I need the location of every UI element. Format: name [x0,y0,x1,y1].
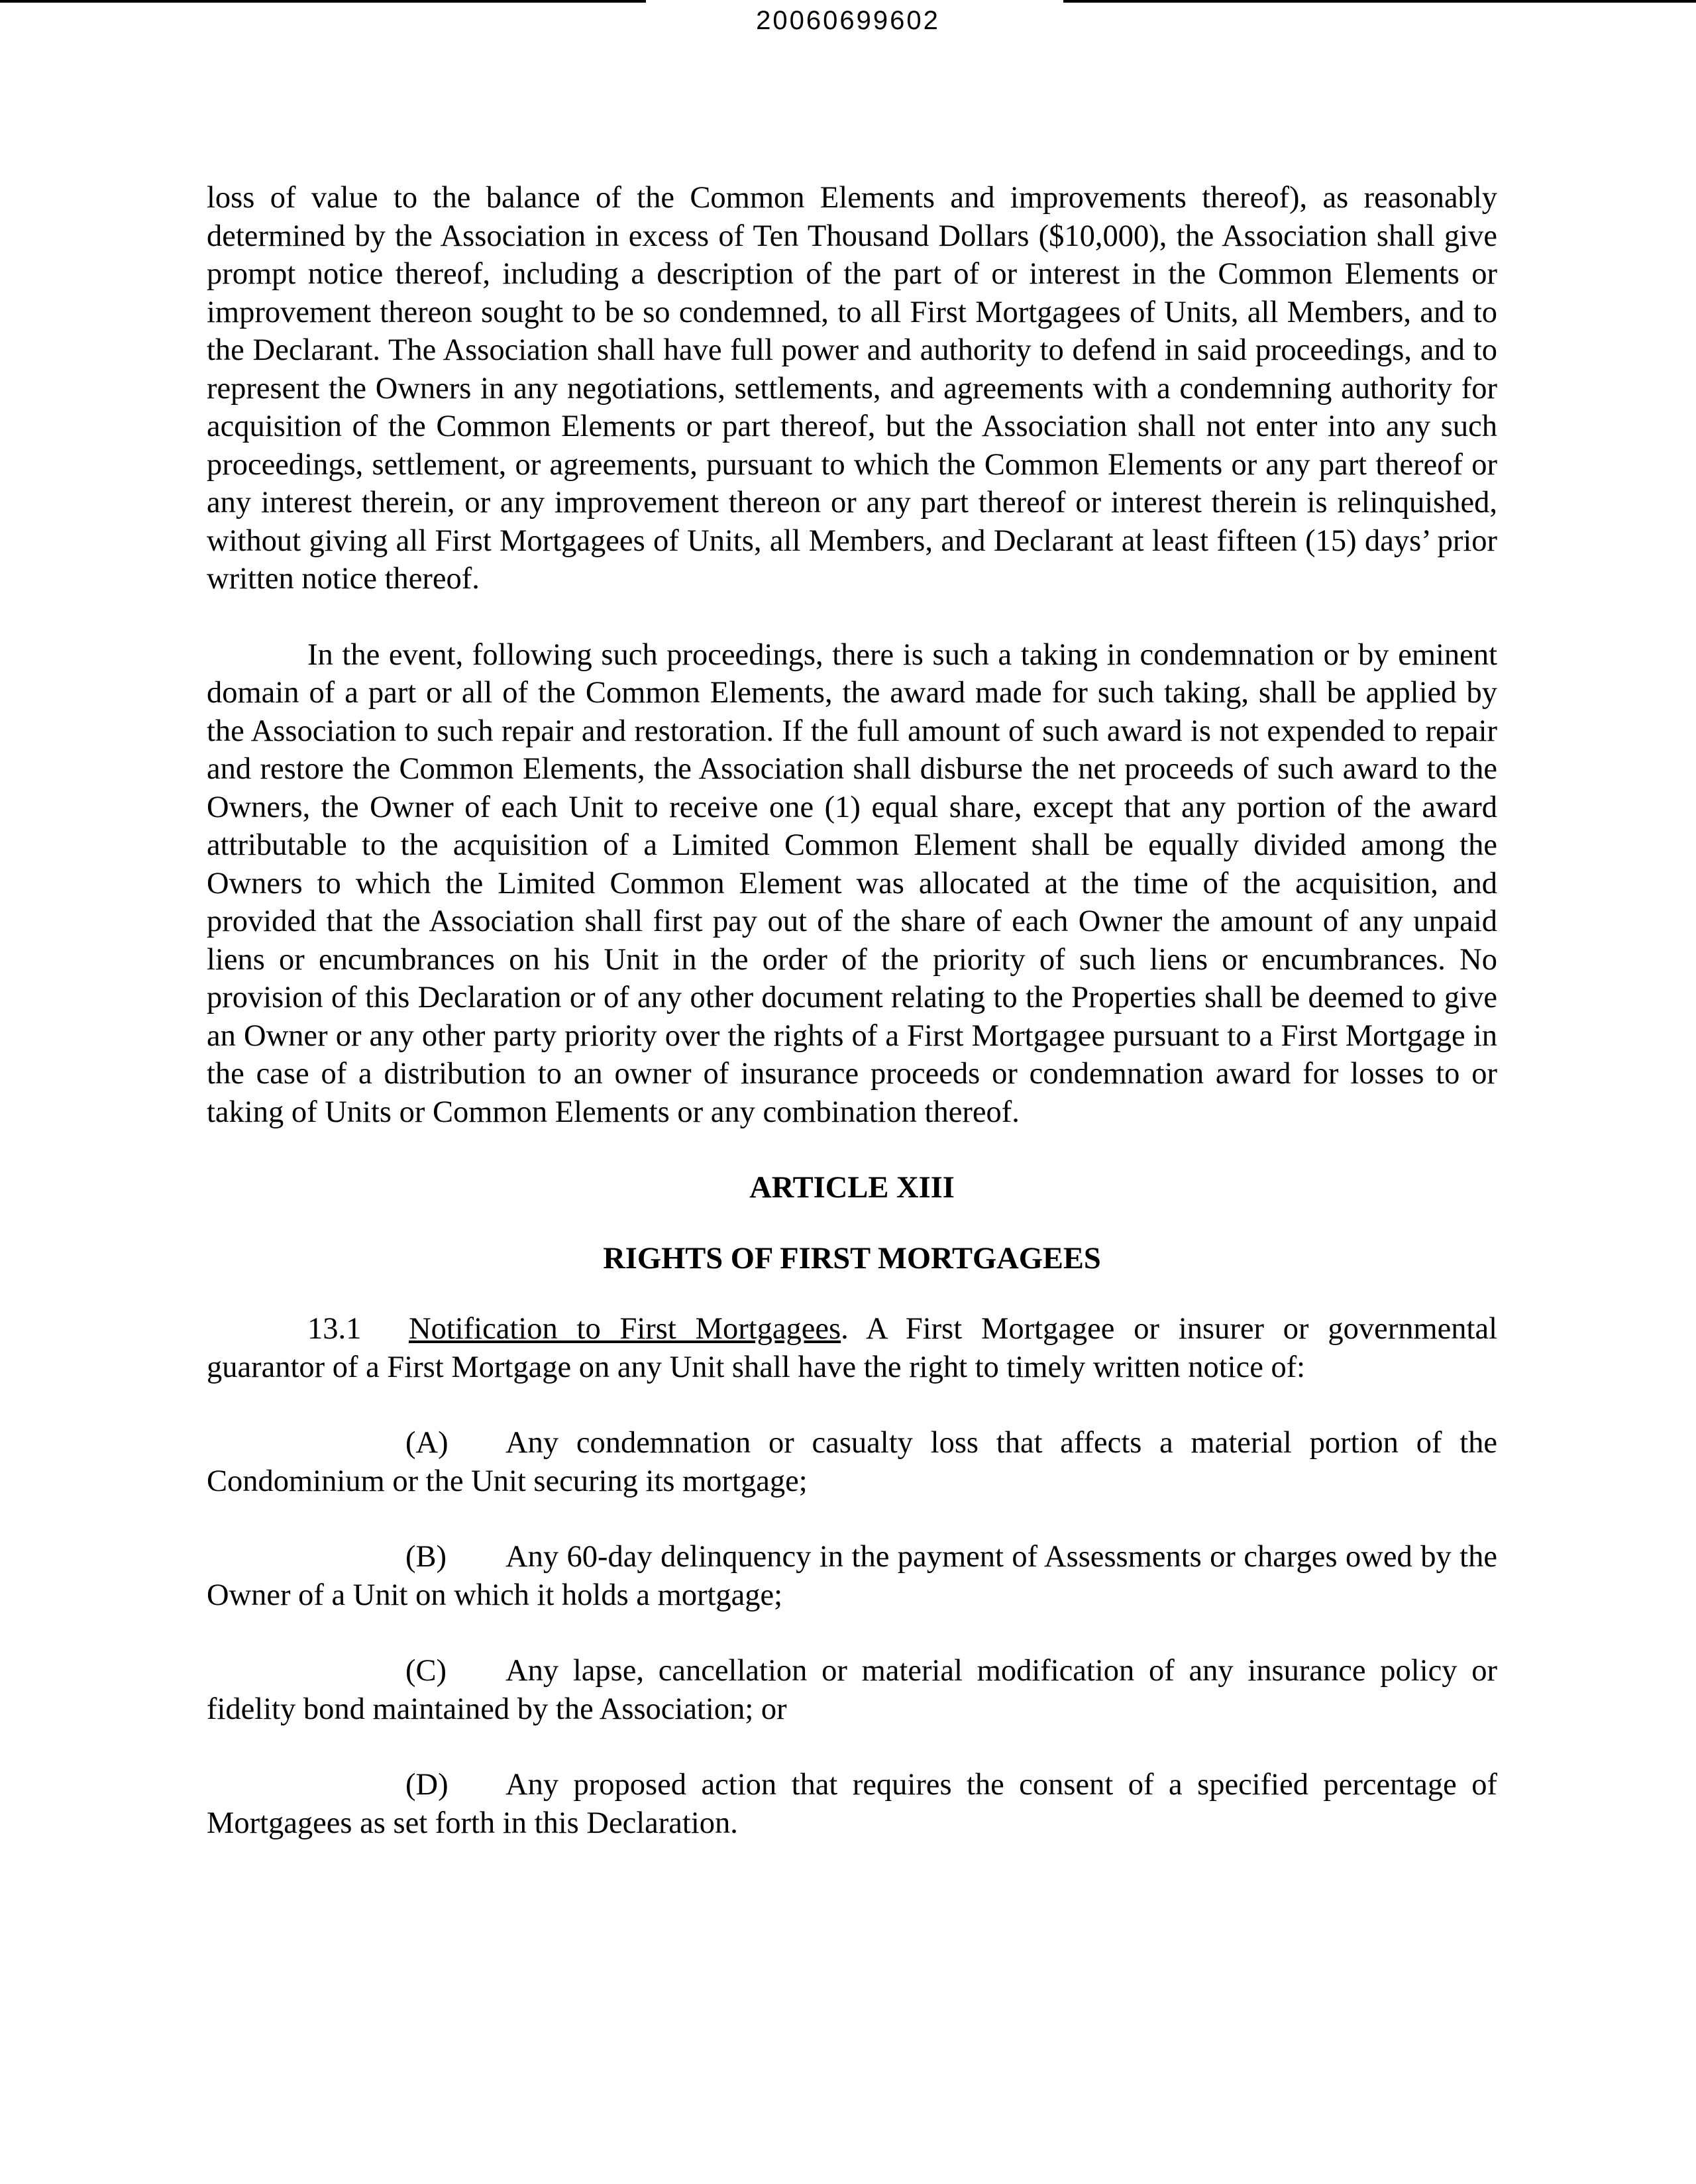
section-number: 13.1 [307,1312,362,1346]
list-item-text: Any proposed action that requires the consent of a specified percentage of Mortgagees as set forth in this Declaration. [207,1768,1497,1840]
paragraph-condemnation-notice: loss of value to the balance of the Common Elements and improvements thereof), as reasonably determined by the Association in excess of Ten Thousand Dollars ($10,000), the Association shall give prompt notice thereof, including a description of the part of or interest in the Common Elements or improvement thereon sought to be so condemned, to all First Mortgagees of Units, all Members, and to the Declarant. The Association shall have full power and authority to defend in said proceedings, and to represent the Owners in any negotiations, settlements, and agreements with a condemning authority for acquisition of the Common Elements or part thereof, but the Association shall not enter into any such proceedings, settlement, or agreements, pursuant to which the Common Elements or any part thereof or any interest therein, or any improvement thereon or any part thereof or interest therein is relinquished, without giving all First Mortgagees of Units, all Members, and Declarant at least fifteen (15) days’ prior written notice thereof. [207,181,1497,596]
document-number: 20060699602 [756,6,940,35]
top-border-right [1063,0,1696,3]
list-item-text: Any condemnation or casualty loss that affects a material portion of the Condominium or the Unit securing its mortgage; [207,1426,1497,1498]
document-body [207,179,1497,1880]
list-item-text: Any lapse, cancellation or material modification of any insurance policy or fidelity bond maintained by the Association; or [207,1654,1497,1726]
list-item-text: Any 60-day delinquency in the payment of Assessments or charges owed by the Owner of a Unit on which it holds a mortgage; [207,1540,1497,1612]
top-border-left [0,0,646,3]
paragraph-condemnation-award: In the event, following such proceedings, there is such a taking in condemnation or by eminent domain of a part or all of the Common Elements, the award made for such taking, shall be applied by the Association to such repair and restoration. If the full amount of such award is not expended to repair and restore the Common Elements, the Association shall disburse the net proceeds of such award to the Owners, the Owner of each Unit to receive one (1) equal share, except that any portion of the award attributable to the acquisition of a Limited Common Element shall be equally divided among the Owners to which the Limited Common Element was allocated at the time of the acquisition, and provided that the Association shall first pay out of the share of each Owner the amount of any unpaid liens or encumbrances on his Unit in the order of the priority of such liens or encumbrances. No provision of this Declaration or of any other document relating to the Properties shall be deemed to give an Owner or any other party priority over the rights of a First Mortgagee pursuant to a First Mortgage in the case of a distribution to an owner of insurance proceeds or condemnation award for losses to or taking of Units or Common Elements or any combination thereof. [207,637,1497,1129]
list-item-label: (D) [405,1768,449,1802]
list-item-label: (B) [405,1540,447,1574]
article-heading: ARTICLE XIII [749,1171,955,1205]
article-title: RIGHTS OF FIRST MORTGAGEES [603,1241,1101,1276]
list-item-label: (C) [405,1654,447,1688]
section-13-1 [207,1310,1497,1386]
list-item-c [207,1652,1497,1728]
list-item-b [207,1538,1497,1614]
list-item-a [207,1424,1497,1500]
list-item-d [207,1766,1497,1842]
section-text: . A First Mortgagee or insurer or governmental guarantor of a First Mortgage on any Unit shall have the right to timely written notice of: [207,1312,1497,1384]
list-item-label: (A) [405,1426,449,1460]
section-title: Notification to First Mortgagees [409,1312,841,1346]
